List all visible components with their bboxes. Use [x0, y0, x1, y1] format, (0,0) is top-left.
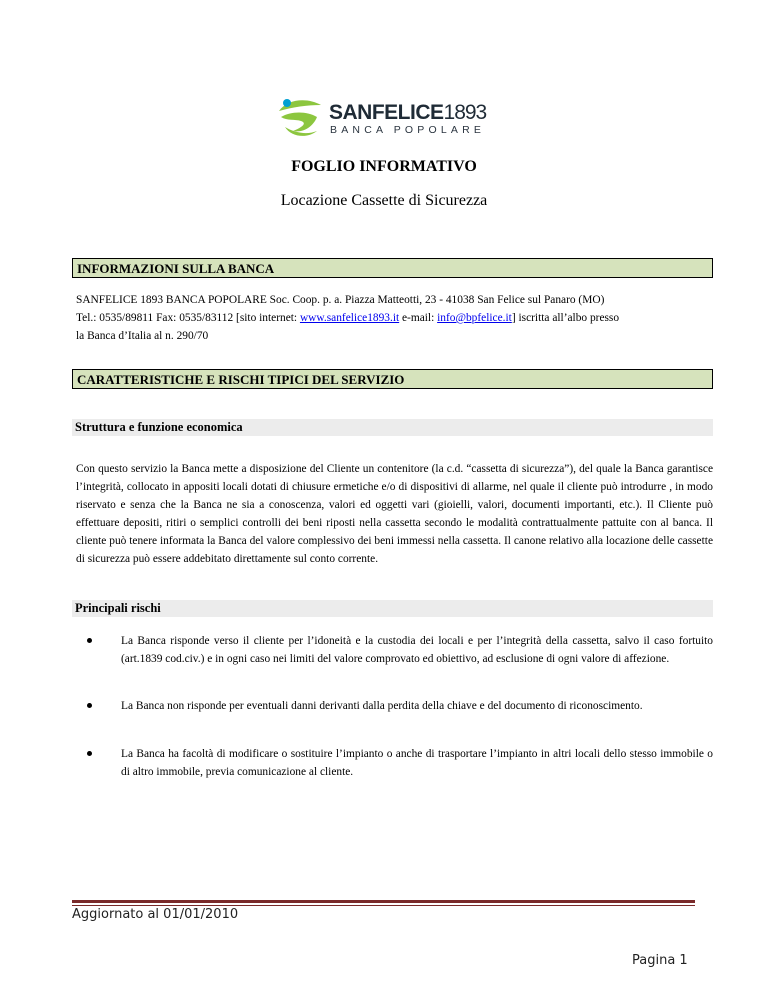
email-label: e-mail:: [399, 312, 438, 324]
logo-tagline: BANCA POPOLARE: [330, 124, 486, 136]
section-heading-features: CARATTERISTICHE E RISCHI TIPICI DEL SERVIZIO: [72, 369, 713, 389]
bank-address: SANFELICE 1893 BANCA POPOLARE Soc. Coop. p. a. Piazza Matteotti, 23 - 41038 San Felice sul Panaro (MO): [76, 294, 605, 306]
footer-divider-thin: [72, 905, 695, 906]
subheading-structure: Struttura e funzione economica: [72, 419, 713, 436]
website-link[interactable]: www.sanfelice1893.it: [299, 312, 400, 324]
logo-mark-icon: [277, 97, 325, 141]
document-subtitle: Locazione Cassette di Sicurezza: [280, 192, 488, 209]
logo-brand: SANFELICE1893: [329, 101, 487, 124]
bank-logo: [277, 97, 497, 141]
bank-contacts: Tel.: 0535/89811 Fax: 0535/83112 [sito internet:: [76, 312, 300, 324]
document-title: FOGLIO INFORMATIVO: [291, 158, 477, 175]
registry-text: ] iscritta all’albo presso: [511, 312, 620, 324]
last-updated-date: Aggiornato al 01/01/2010: [72, 907, 239, 922]
email-link[interactable]: info@bpfelice.it: [437, 312, 512, 324]
page-number: Pagina 1: [632, 953, 688, 968]
bullet-icon: [87, 638, 92, 643]
section-heading-bank-info: INFORMAZIONI SULLA BANCA: [72, 258, 713, 278]
bullet-icon: [87, 751, 92, 756]
bullet-icon: [87, 703, 92, 708]
risk-text: La Banca risponde verso il cliente per l’idoneità e la custodia dei locali e per l’integrità della cassetta, salvo il caso fortuito (art.1839 cod.civ.) e in ogni caso nei limiti del valore comprovato ed obiettivo, ad esclusione di ogni valore di affezione.: [121, 635, 713, 665]
bank-info-paragraph: [76, 291, 713, 345]
risk-text: La Banca non risponde per eventuali danni derivanti dalla perdita della chiave e del documento di riconoscimento.: [121, 700, 643, 712]
footer-divider: [72, 900, 695, 903]
registry-number: la Banca d’Italia al n. 290/70: [76, 330, 209, 342]
risk-text: La Banca ha facoltà di modificare o sostituire l’impianto o anche di trasportare l’impianto in altri locali dello stesso immobile o di altro immobile, previa comunicazione al cliente.: [121, 748, 713, 778]
structure-paragraph: Con questo servizio la Banca mette a disposizione del Cliente un contenitore (la c.d. “cassetta di sicurezza”), del quale la Banca garantisce l’integrità, collocato in appositi locali dotati di chiusure ermetiche e/o di dispositivi di allarme, nel quale il cliente può introdurre , in modo riservato e senza che la Banca ne sia a conoscenza, valori ed oggetti vari (gioielli, valori, documenti importanti, etc.). Il Cliente può effettuare depositi, ritiri o semplici controlli dei beni riposti nella cassetta secondo le modalità contrattualmente pattuite con al banca. Il cliente può tenere informata la Banca del valore complessivo dei beni immessi nella cassetta. Il canone relativo alla locazione delle cassette di sicurezza può essere addebitato direttamente sul conto corrente.: [76, 463, 713, 565]
subheading-risks: Principali rischi: [72, 600, 713, 617]
